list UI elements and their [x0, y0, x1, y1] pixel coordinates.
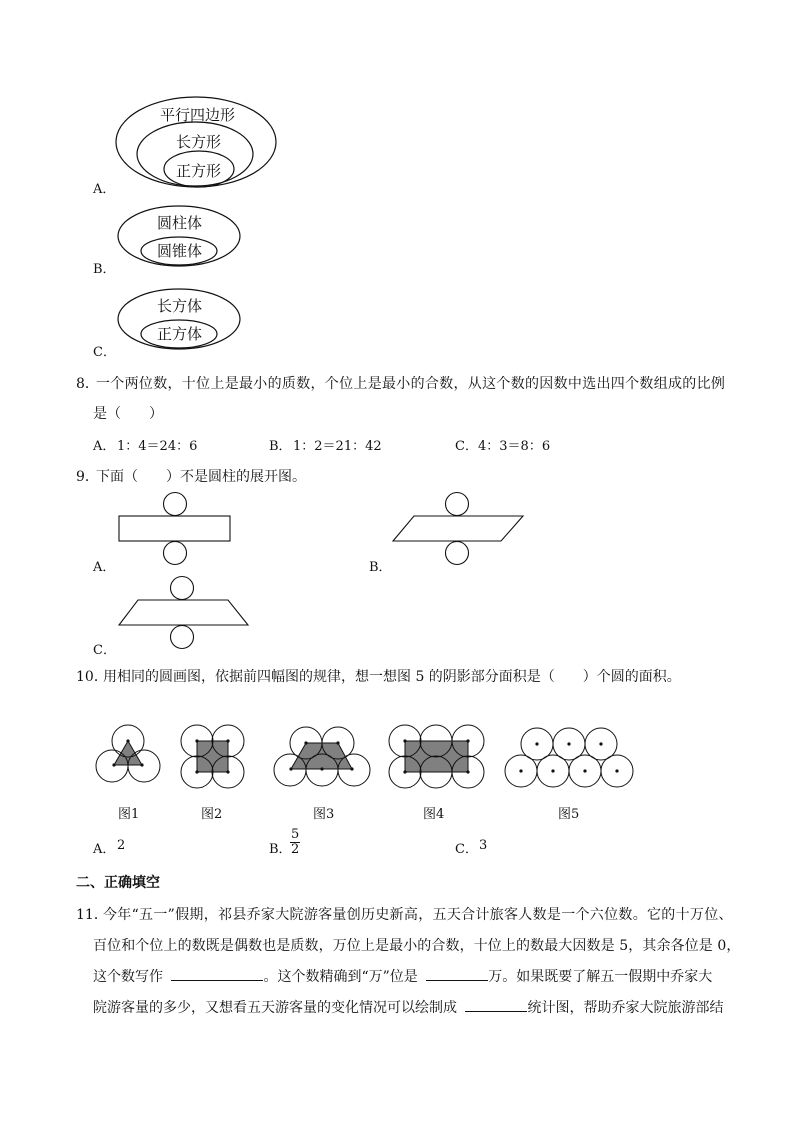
q10-figure-3	[274, 725, 370, 787]
q10a-text: 2	[117, 838, 126, 853]
q11-blank-number[interactable]	[171, 966, 263, 981]
q11-line3b: 。这个数精确到“万”位是	[263, 969, 423, 985]
q11-line3	[93, 966, 712, 986]
q10c-label: C．	[455, 842, 478, 857]
q9a-label: A．	[93, 560, 116, 575]
q10-text: 用相同的圆画图，依据前四幅图的规律，想一想图 5 的阴影部分面积是（ ）个圆的面积。	[103, 669, 681, 685]
q8-text-line2: 是（ ）	[93, 406, 163, 422]
q11-line2: 百位和个位上的数既是偶数也是质数，万位上是最小的合数，十位上的数最大因数是 5，其余各位是 0，	[93, 938, 741, 954]
q8a-label: A．	[93, 439, 116, 454]
q7b-outer-label: 圆柱体	[157, 214, 203, 232]
q10b-label: B．	[269, 842, 292, 857]
q11-line3c: 万。如果既要了解五一假期中乔家大	[488, 969, 713, 985]
q10-figure-4	[388, 724, 486, 790]
q11-line4	[93, 997, 723, 1017]
q7a-inner-label: 正方形	[176, 162, 222, 180]
q10a-label: A．	[93, 842, 116, 857]
q8-number: 8．	[76, 376, 99, 392]
q11-line1: 今年“五一”假期，祁县乔家大院游客量创历史新高，五天合计旅客人数是一个六位数。它的十万位、	[103, 907, 733, 923]
q10-figure-2	[180, 724, 246, 790]
q9-net-rectangle	[118, 492, 233, 568]
q11-line4b: 统计图，帮助乔家大院旅游部结	[527, 1000, 724, 1016]
q11-number: 11．	[76, 907, 108, 923]
q10c-text: 3	[479, 838, 488, 853]
q7b-label: B．	[93, 262, 116, 277]
q8c-text: 4：3＝8：6	[478, 439, 551, 454]
q9-net-trapezoid	[118, 576, 253, 652]
q8c-label: C．	[455, 439, 478, 454]
q11-line4a: 院游客量的多少，又想看五天游客量的变化情况可以绘制成	[93, 1000, 462, 1016]
q10b-numerator: 5	[291, 827, 300, 842]
q8b-label: B．	[269, 439, 292, 454]
q7a-middle-label: 长方形	[176, 133, 222, 151]
q10-figure-5	[505, 726, 635, 788]
q11-line3a: 这个数写作	[93, 969, 168, 985]
q10b-fraction	[290, 828, 300, 857]
q9c-label: C．	[93, 643, 116, 658]
q10b-denominator: 2	[291, 842, 300, 857]
q8-text-line1: 一个两位数，十位上是最小的质数，个位上是最小的合数，从这个数的因数中选出四个数组成的比例	[96, 376, 726, 392]
q10-figure-5-caption: 图5	[558, 807, 580, 822]
q11-blank-wan[interactable]	[426, 966, 488, 981]
q10-figure-1	[96, 722, 160, 784]
q9-net-parallelogram	[392, 492, 527, 568]
q7c-inner-label: 正方体	[157, 325, 203, 343]
q7a-outer-label: 平行四边形	[160, 106, 236, 124]
q10-figure-3-caption: 图3	[313, 807, 335, 822]
q9-number: 9．	[76, 469, 99, 485]
q10-number: 10．	[76, 669, 108, 685]
section-2-title: 二、正确填空	[76, 875, 160, 891]
q10-figure-2-caption: 图2	[201, 807, 223, 822]
q11-blank-chart-type[interactable]	[465, 997, 527, 1012]
q7c-label: C．	[93, 345, 116, 360]
q8b-text: 1：2＝21：42	[293, 439, 382, 454]
q9-text: 下面（ ）不是圆柱的展开图。	[96, 469, 306, 485]
q7b-inner-label: 圆锥体	[157, 242, 203, 260]
q10-figure-4-caption: 图4	[423, 807, 445, 822]
q8a-text: 1：4＝24：6	[117, 439, 198, 454]
q10-figure-1-caption: 图1	[118, 807, 140, 822]
q7a-label: A．	[93, 182, 116, 197]
q7c-outer-label: 长方体	[157, 297, 203, 315]
q9b-label: B．	[369, 560, 392, 575]
